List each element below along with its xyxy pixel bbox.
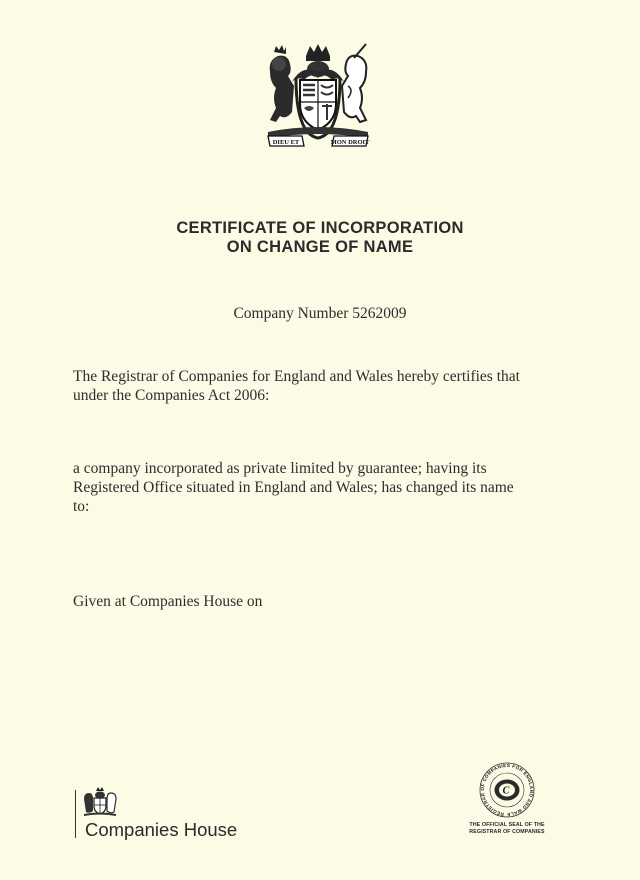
companies-house-crest-icon <box>82 787 118 817</box>
company-description-line-1: a company incorporated as private limited by guarantee; having its <box>73 460 487 477</box>
certificate-title-line-1: CERTIFICATE OF INCORPORATION <box>176 219 464 237</box>
registrar-seal-icon <box>466 760 548 820</box>
companies-house-wordmark: Companies House <box>85 819 238 840</box>
registrar-statement-line-1: The Registrar of Companies for England and Wales hereby certifies that <box>73 368 520 385</box>
company-description-line-3: to: <box>73 498 90 515</box>
certificate-title-line-2: ON CHANGE OF NAME <box>226 238 414 256</box>
svg-text:DIEU ET: DIEU ET <box>272 139 300 146</box>
seal-caption-line-2: REGISTRAR OF COMPANIES <box>469 829 545 835</box>
given-at-statement: Given at Companies House on <box>73 593 263 610</box>
company-description <box>73 459 563 516</box>
svg-text:C: C <box>502 785 510 797</box>
svg-text:REGISTRAR OF COMPANIES FOR ENG: REGISTRAR OF COMPANIES FOR ENGLAND AND WALE <box>479 762 535 818</box>
royal-coat-of-arms-icon <box>262 42 374 150</box>
registrar-statement <box>73 367 573 405</box>
seal-caption-line-1: THE OFFICIAL SEAL OF THE <box>469 822 545 828</box>
svg-text:MON DROIT: MON DROIT <box>330 139 370 146</box>
company-description-line-2: Registered Office situated in England and Wales; has changed its name <box>73 479 514 496</box>
company-number: Company Number 5262009 <box>233 305 407 322</box>
logo-divider <box>75 790 76 838</box>
registrar-statement-line-2: under the Companies Act 2006: <box>73 387 270 404</box>
